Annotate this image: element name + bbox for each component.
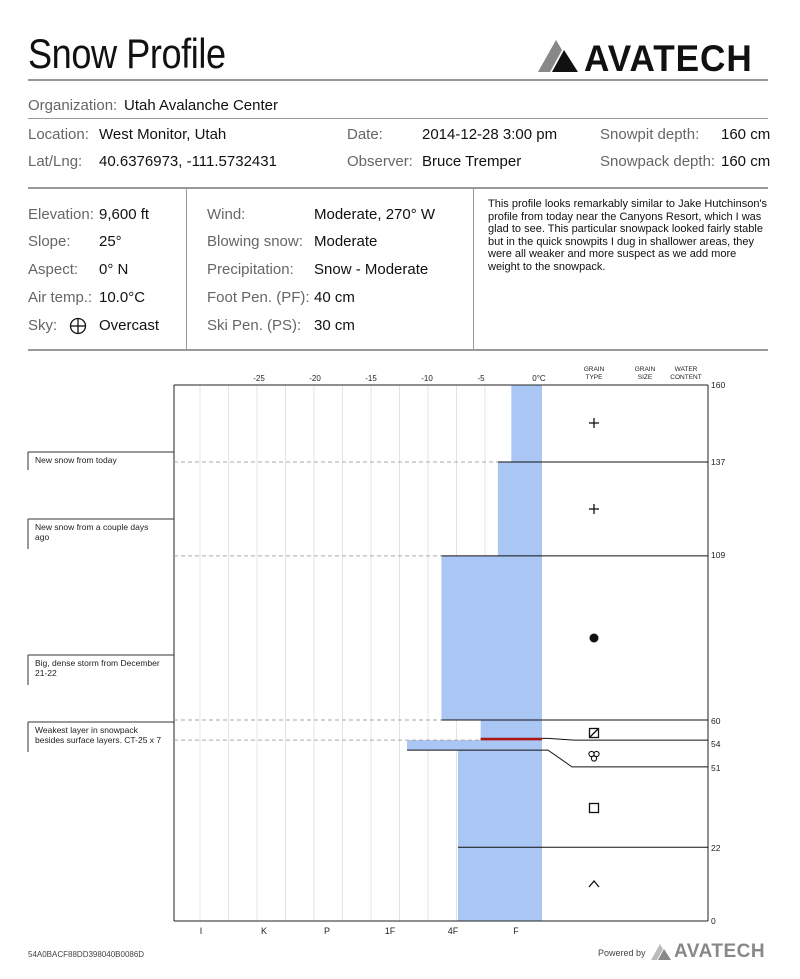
- elevation-value: 9,600 ft: [99, 206, 150, 223]
- hardness-bar: [458, 750, 542, 847]
- hardness-bar: [441, 556, 542, 720]
- hardness-bar: [498, 462, 542, 556]
- chart-frame: [174, 385, 708, 921]
- comment-text: ago: [35, 532, 50, 542]
- hardness-axis: [200, 926, 520, 936]
- square-icon-shape: [590, 804, 599, 813]
- temperature-tick-label: -15: [365, 374, 377, 383]
- comment-text: New snow from today: [35, 455, 117, 465]
- temperature-tick-label: -5: [477, 374, 485, 383]
- hardness-bars: [407, 385, 542, 921]
- hardness-tick-label: I: [199, 926, 203, 936]
- triple-ring-icon-ring: [591, 756, 596, 761]
- temperature-axis: [253, 374, 546, 383]
- profile-notes: This profile looks remarkably similar to Jake Hutchinson's profile from today near the Canyons Resort, which I was glad to see. This particular snowpack looked fairly stable but in the quick snowpits I dug in shallower areas, they were all weaker and more suspect as we add more weight to the snowpack.: [488, 198, 768, 273]
- conditions-bottom-divider: [28, 349, 768, 351]
- logo-text: AVATECH: [584, 38, 753, 79]
- organization-label: Organization:: [28, 97, 118, 114]
- sky-label: Sky:: [28, 317, 58, 334]
- height-label: 51: [711, 763, 721, 773]
- hardness-bar: [458, 847, 542, 921]
- column-header-text: GRAIN: [583, 366, 605, 373]
- snowpack-depth-label: Snowpack depth:: [600, 153, 716, 170]
- height-label: 160: [711, 380, 726, 390]
- slashed-square-icon-slash: [590, 729, 599, 738]
- wind-label: Wind:: [207, 206, 246, 223]
- blowing-snow-value: Moderate: [314, 233, 378, 250]
- hardness-tick-label: P: [323, 926, 331, 936]
- precipitation-value: Snow - Moderate: [314, 261, 429, 278]
- organization-value: Utah Avalanche Center: [124, 97, 278, 114]
- hardness-bar: [407, 740, 542, 750]
- filled-circle-icon-shape: [590, 634, 599, 643]
- column-header-text: WATER: [674, 366, 698, 373]
- precipitation-label: Precipitation:: [207, 261, 294, 278]
- snowpack-depth-value: 160 cm: [721, 153, 771, 170]
- height-axis: [711, 380, 725, 926]
- comment-text: besides surface layers. CT-25 x 7: [35, 735, 162, 745]
- layer-comments: [28, 452, 498, 752]
- caret-icon: [589, 881, 599, 887]
- conditions-column-divider: [473, 189, 474, 349]
- grain-type-column: [589, 418, 599, 887]
- location-value: West Monitor, Utah: [99, 126, 227, 143]
- hardness-bar: [481, 720, 542, 740]
- column-header-text: CONTENT: [670, 374, 702, 381]
- elevation-label: Elevation:: [28, 206, 94, 223]
- height-label: 109: [711, 550, 726, 560]
- observer-value: Bruce Tremper: [422, 153, 522, 170]
- page-title: Snow Profile: [28, 30, 226, 77]
- comment-text: Big, dense storm from December: [35, 658, 160, 668]
- conditions-column-divider: [186, 189, 187, 349]
- filled-circle-icon: [590, 634, 599, 643]
- aspect-label: Aspect:: [28, 261, 79, 278]
- overcast-sky-icon: [69, 317, 87, 335]
- foot-pen-label: Foot Pen. (PF):: [207, 289, 310, 306]
- air-temp-value: 10.0°C: [99, 289, 146, 306]
- footer-logo-text: AVATECH: [674, 941, 766, 962]
- column-header-text: GRAIN: [634, 366, 656, 373]
- comment-text: Weakest layer in snowpack: [35, 725, 138, 735]
- observer-label: Observer:: [347, 153, 413, 170]
- comment-text: 21-22: [35, 668, 57, 678]
- logo-triangle-icon: [536, 36, 580, 76]
- temperature-tick-label: 0°C: [532, 374, 546, 383]
- location-label: Location:: [28, 126, 89, 143]
- plus-icon: [589, 504, 599, 514]
- latlng-value: 40.6376973, -111.5732431: [99, 153, 277, 170]
- hardness-tick-label: 4F: [447, 926, 459, 936]
- height-label: 54: [711, 739, 721, 749]
- column-header-text: TYPE: [585, 374, 603, 381]
- caret-icon-shape: [589, 881, 599, 887]
- latlng-label: Lat/Lng:: [28, 153, 83, 170]
- header-divider: [28, 79, 768, 81]
- snow-profile-chart: [0, 355, 800, 945]
- temperature-tick-label: -10: [421, 374, 433, 383]
- ski-pen-label: Ski Pen. (PS):: [207, 317, 302, 334]
- height-label: 0: [711, 916, 716, 926]
- slope-label: Slope:: [28, 233, 71, 250]
- column-header-text: SIZE: [637, 374, 653, 381]
- hardness-bar: [511, 385, 542, 462]
- temperature-tick-label: -20: [309, 374, 321, 383]
- slashed-square-icon: [590, 729, 599, 738]
- layer-boundary-line: [407, 750, 708, 767]
- foot-pen-value: 40 cm: [314, 289, 355, 306]
- plus-icon: [589, 418, 599, 428]
- hardness-tick-label: 1F: [384, 926, 396, 936]
- powered-by-label: Powered by: [598, 948, 646, 958]
- hardness-tick-label: F: [513, 926, 519, 936]
- date-label: Date:: [347, 126, 383, 143]
- aspect-value: 0° N: [99, 261, 129, 278]
- square-icon: [590, 804, 599, 813]
- comment-text: New snow from a couple days: [35, 522, 149, 532]
- height-label: 137: [711, 457, 726, 467]
- date-value: 2014-12-28 3:00 pm: [422, 126, 558, 143]
- height-label: 22: [711, 843, 721, 853]
- footer-logo-triangle-icon: [650, 942, 672, 962]
- sky-value: Overcast: [99, 317, 160, 334]
- triple-ring-icon: [589, 751, 599, 761]
- wind-value: Moderate, 270° W: [314, 206, 436, 223]
- info-divider: [28, 118, 768, 119]
- slope-value: 25°: [99, 233, 122, 250]
- temperature-tick-label: -25: [253, 374, 265, 383]
- footer-avatech-logo: [650, 941, 770, 963]
- hardness-tick-label: K: [260, 926, 268, 936]
- column-headers: [584, 366, 702, 381]
- conditions-top-divider: [28, 187, 768, 189]
- snowpit-depth-value: 160 cm: [721, 126, 771, 143]
- air-temp-label: Air temp.:: [28, 289, 93, 306]
- snowpit-depth-label: Snowpit depth:: [600, 126, 700, 143]
- height-label: 60: [711, 716, 721, 726]
- avatech-logo: [536, 36, 772, 79]
- profile-id: 54A0BACF88DD398040B0086D: [28, 950, 145, 959]
- ski-pen-value: 30 cm: [314, 317, 355, 334]
- blowing-snow-label: Blowing snow:: [207, 233, 303, 250]
